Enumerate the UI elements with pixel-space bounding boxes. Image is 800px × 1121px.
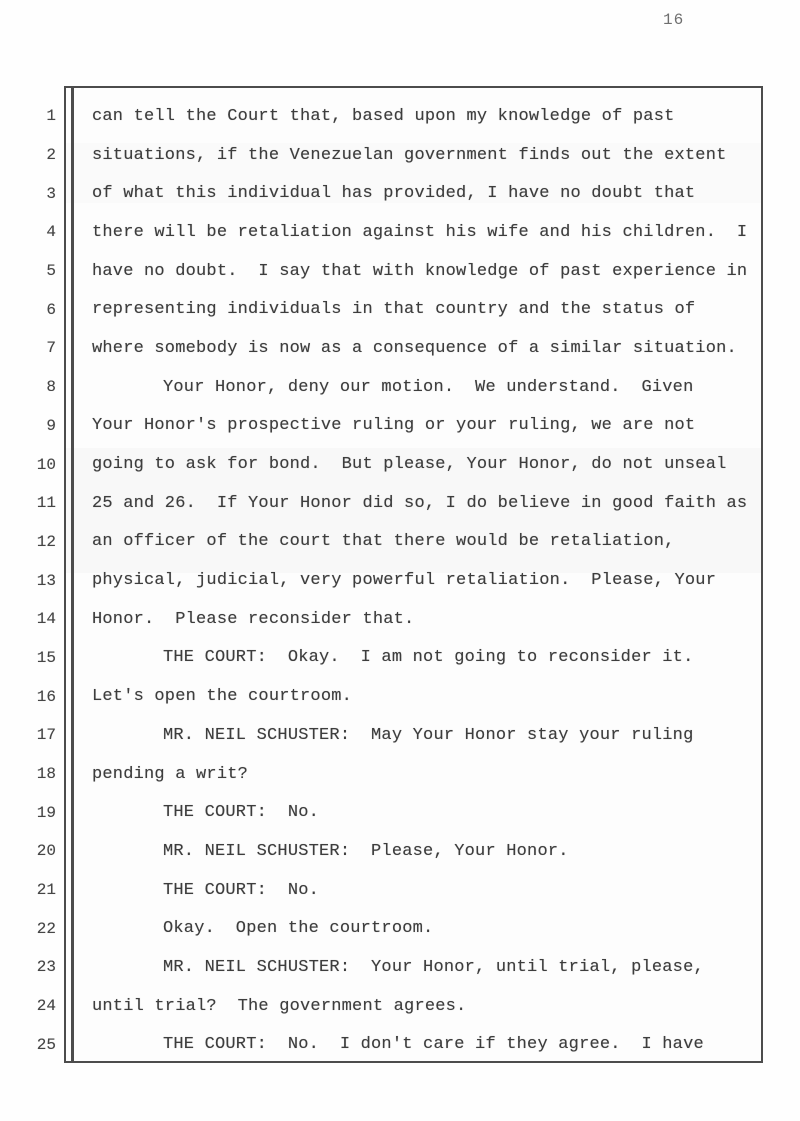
transcript-row [24,252,764,291]
transcript-line-text: Okay. Open the courtroom. [163,919,434,939]
transcript-line-text: THE COURT: No. [163,880,320,900]
transcript-line-text: THE COURT: No. I don't care if they agree. I have [163,1035,704,1055]
line-number: 4 [46,223,56,242]
transcript-rows [24,97,764,1064]
transcript-line-text: pending a writ? [92,764,249,784]
transcript-row [24,1026,764,1065]
transcript-line-text: MR. NEIL SCHUSTER: Your Honor, until trial, please, [163,957,704,977]
line-number: 17 [36,726,56,745]
transcript-line-text: there will be retaliation against his wife and his children. I [92,222,748,242]
transcript-line-text: Honor. Please reconsider that. [92,609,415,629]
transcript-line-text: can tell the Court that, based upon my knowledge of past [92,106,675,126]
transcript-line-text: Your Honor, deny our motion. We understand. Given [163,377,694,397]
line-number: 20 [36,842,56,861]
transcript-line-text: representing individuals in that country and the status of [92,300,696,320]
transcript-line-text: Your Honor's prospective ruling or your ruling, we are not [92,416,696,436]
transcript-line-text: MR. NEIL SCHUSTER: Please, Your Honor. [163,841,569,861]
line-number: 10 [36,455,56,474]
transcript-row [24,832,764,871]
transcript-row [24,987,764,1026]
transcript-line-text: where somebody is now as a consequence of a similar situation. [92,338,737,358]
transcript-line-text: THE COURT: Okay. I am not going to reconsider it. [163,648,694,668]
transcript-row [24,755,764,794]
transcript-line-text: situations, if the Venezuelan government finds out the extent [92,145,727,165]
line-number: 11 [36,494,56,513]
transcript-row [24,639,764,678]
line-number: 9 [46,416,56,435]
transcript-row [24,97,764,136]
line-number: 6 [46,300,56,319]
transcript-row [24,407,764,446]
transcript-row [24,329,764,368]
transcript-row [24,290,764,329]
line-number: 16 [36,687,56,706]
transcript-line-text: of what this individual has provided, I have no doubt that [92,184,696,204]
transcript-line-text: until trial? The government agrees. [92,996,467,1016]
transcript-row [24,445,764,484]
transcript-row [24,523,764,562]
transcript-row [24,909,764,948]
transcript-line-text: an officer of the court that there would be retaliation, [92,532,675,552]
transcript-line-text: physical, judicial, very powerful retaliation. Please, Your [92,571,717,591]
transcript-row [24,600,764,639]
line-number: 22 [36,919,56,938]
line-number: 7 [46,339,56,358]
line-number: 23 [36,958,56,977]
line-number: 21 [36,881,56,900]
line-number: 3 [46,184,56,203]
transcript-row [24,174,764,213]
page-number: 16 [663,11,685,29]
line-number: 14 [36,610,56,629]
transcript-row [24,213,764,252]
line-number: 13 [36,571,56,590]
line-number: 24 [36,997,56,1016]
line-number: 25 [36,1035,56,1054]
line-number: 15 [36,648,56,667]
line-number: 5 [46,262,56,281]
line-number: 2 [46,146,56,165]
transcript-line-text: have no doubt. I say that with knowledge of past experience in [92,261,748,281]
transcript-row [24,484,764,523]
transcript-row [24,716,764,755]
transcript-line-text: 25 and 26. If Your Honor did so, I do believe in good faith as [92,493,748,513]
transcript-row [24,677,764,716]
line-number: 18 [36,765,56,784]
transcript-line-text: Let's open the courtroom. [92,687,353,707]
transcript-row [24,793,764,832]
transcript-row [24,871,764,910]
transcript-row [24,136,764,175]
line-number: 19 [36,803,56,822]
transcript-line-text: THE COURT: No. [163,803,320,823]
transcript-row [24,948,764,987]
transcript-line-text: going to ask for bond. But please, Your Honor, do not unseal [92,455,727,475]
transcript-line-text: MR. NEIL SCHUSTER: May Your Honor stay your ruling [163,725,694,745]
transcript-row [24,368,764,407]
line-number: 1 [46,107,56,126]
line-number: 8 [46,378,56,397]
transcript-row [24,561,764,600]
line-number: 12 [36,532,56,551]
